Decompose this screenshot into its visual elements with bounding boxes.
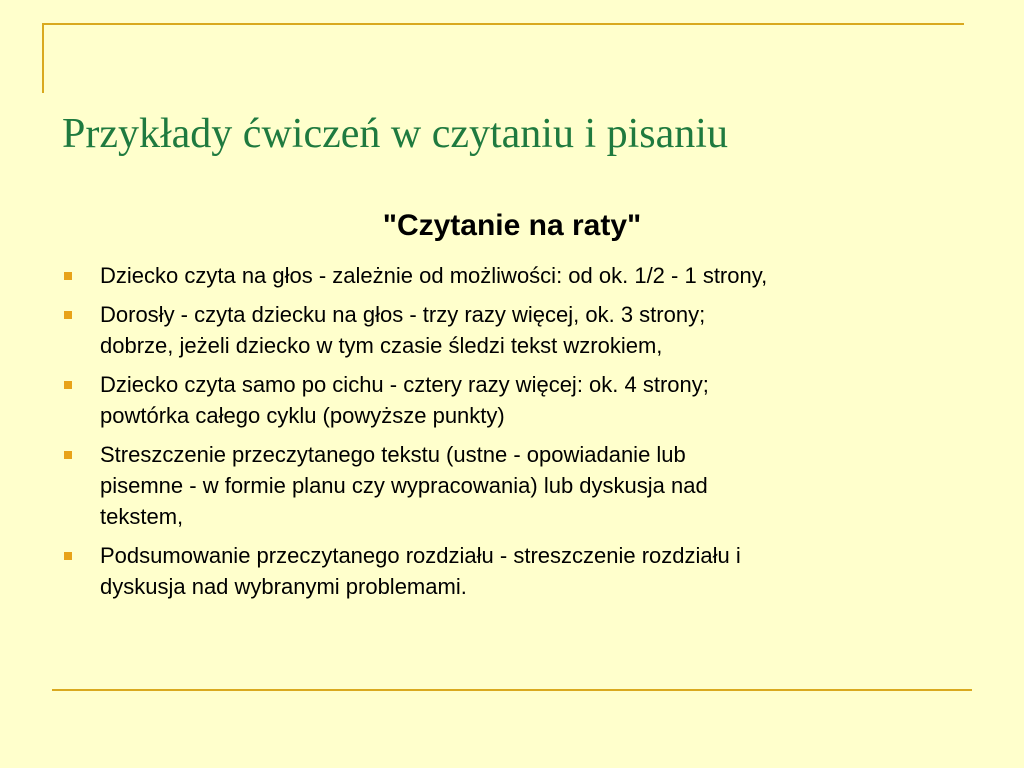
bullet-text-line: pisemne - w formie planu czy wypracowania) lub dyskusja nad (100, 473, 708, 498)
bullet-list (58, 260, 978, 610)
bullet-item-4 (58, 439, 978, 532)
bullet-text-line: Dziecko czyta samo po cichu - cztery razy więcej: ok. 4 strony; (100, 372, 709, 397)
bullet-text-line: Streszczenie przeczytanego tekstu (ustne - opowiadanie lub (100, 442, 686, 467)
bullet-text-line: dyskusja nad wybranymi problemami. (100, 574, 467, 599)
slide-title: Przykłady ćwiczeń w czytaniu i pisaniu (62, 111, 728, 157)
slide-subtitle: "Czytanie na raty" (382, 209, 642, 242)
bullet-text-line: tekstem, (100, 504, 184, 529)
left-decorative-line (42, 23, 44, 93)
bullet-text-line: Dorosły - czyta dziecku na głos - trzy razy więcej, ok. 3 strony; (100, 302, 706, 327)
bullet-item-5 (58, 540, 978, 602)
bottom-decorative-line (52, 689, 972, 691)
bullet-text-line: dobrze, jeżeli dziecko w tym czasie śledzi tekst wzrokiem, (100, 333, 663, 358)
bullet-text-line: Podsumowanie przeczytanego rozdziału - streszczenie rozdziału i (100, 543, 741, 568)
bullet-text-line: Dziecko czyta na głos - zależnie od możliwości: od ok. 1/2 - 1 strony, (100, 263, 768, 288)
top-decorative-line (42, 23, 964, 25)
bullet-text-line: powtórka całego cyklu (powyższe punkty) (100, 403, 505, 428)
square-bullet-icon (64, 381, 72, 389)
square-bullet-icon (64, 451, 72, 459)
square-bullet-icon (64, 272, 72, 280)
square-bullet-icon (64, 552, 72, 560)
bullet-item-1 (58, 260, 978, 291)
square-bullet-icon (64, 311, 72, 319)
bullet-item-3 (58, 369, 978, 431)
bullet-item-2 (58, 299, 978, 361)
